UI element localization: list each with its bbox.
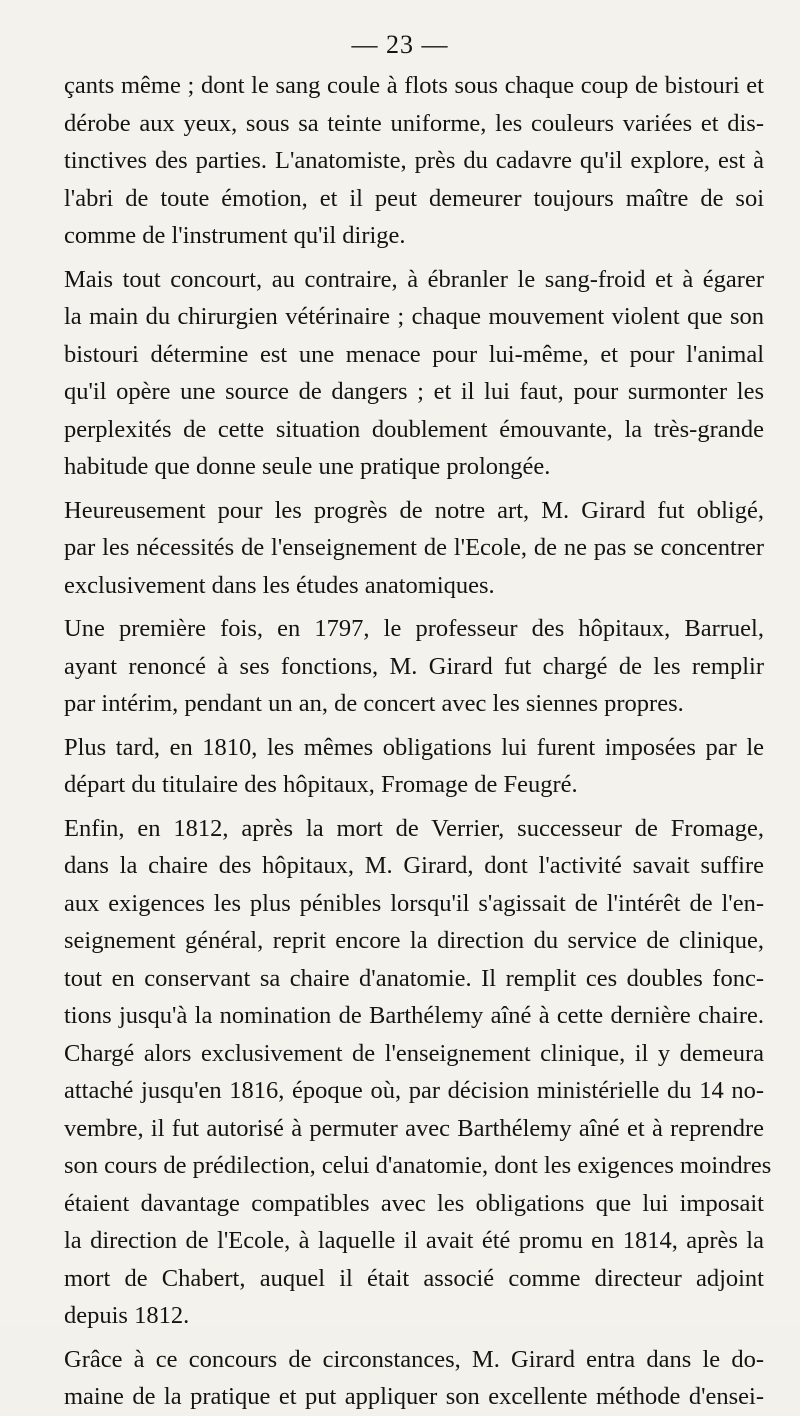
text-line: exclusivement dans les études anatomiques. — [64, 571, 495, 599]
paragraph — [64, 261, 764, 486]
text-line: seignement général, reprit encore la direction du service de clinique, — [64, 927, 764, 954]
paragraph — [64, 729, 764, 804]
text-line: maine de la pratique et put appliquer son excellente méthode d'ensei- — [64, 1383, 764, 1410]
text-line: dérobe aux yeux, sous sa teinte uniforme, les couleurs variées et dis- — [64, 109, 764, 137]
text-line: Mais tout concourt, au contraire, à ébranler le sang-froid et à égarer — [64, 265, 764, 293]
text-line: Grâce à ce concours de circonstances, M. Girard entra dans le do- — [64, 1345, 764, 1373]
paragraph — [64, 810, 772, 1335]
text-line: par intérim, pendant un an, de concert avec les siennes propres. — [64, 690, 684, 717]
text-line: mort de Chabert, auquel il était associé comme directeur adjoint — [64, 1264, 764, 1292]
text-line: étaient davantage compatibles avec les obligations que lui imposait — [64, 1189, 764, 1217]
text-line: par les nécessités de l'enseignement de l'Ecole, de ne pas se concentrer — [64, 534, 764, 561]
text-line: ayant renoncé à ses fonctions, M. Girard fut chargé de les remplir — [64, 652, 764, 680]
text-line: tions jusqu'à la nomination de Barthélemy aîné à cette dernière chaire. — [64, 1002, 764, 1029]
text-line: aux exigences les plus pénibles lorsqu'il s'agissait de l'intérêt de l'en- — [64, 889, 764, 917]
paragraph — [64, 1341, 764, 1416]
text-line: habitude que donne seule une pratique prolongée. — [64, 453, 551, 480]
text-line: comme de l'instrument qu'il dirige. — [64, 222, 406, 249]
text-line: attaché jusqu'en 1816, époque où, par décision ministérielle du 14 no- — [64, 1077, 764, 1104]
text-line: Chargé alors exclusivement de l'enseignement clinique, il y demeura — [64, 1039, 764, 1067]
text-line: Plus tard, en 1810, les mêmes obligations lui furent imposées par le — [64, 733, 764, 761]
text-line: l'abri de toute émotion, et il peut demeurer toujours maître de soi — [64, 184, 764, 212]
paragraph — [64, 610, 764, 723]
text-line: la direction de l'Ecole, à laquelle il avait été promu en 1814, après la — [64, 1227, 764, 1254]
text-line: tinctives des parties. L'anatomiste, près du cadavre qu'il explore, est à — [64, 147, 764, 174]
text-line: dans la chaire des hôpitaux, M. Girard, dont l'activité savait suffire — [64, 852, 764, 879]
body-text — [64, 67, 772, 1416]
text-line: perplexités de cette situation doublement émouvante, la très-grande — [64, 415, 764, 443]
text-line: tout en conservant sa chaire d'anatomie. Il remplit ces doubles fonc- — [64, 964, 764, 992]
text-line: bistouri détermine est une menace pour lui-même, et pour l'animal — [64, 340, 764, 368]
text-line: vembre, il fut autorisé à permuter avec Barthélemy aîné et à reprendre — [64, 1114, 764, 1142]
text-line: départ du titulaire des hôpitaux, Fromage de Feugré. — [64, 771, 578, 798]
text-line: son cours de prédilection, celui d'anatomie, dont les exigences moindres — [64, 1152, 772, 1179]
text-line: Enfin, en 1812, après la mort de Verrier, successeur de Fromage, — [64, 814, 764, 842]
text-line: la main du chirurgien vétérinaire ; chaque mouvement violent que son — [64, 303, 764, 330]
paragraph — [64, 67, 764, 255]
text-line: qu'il opère une source de dangers ; et il lui faut, pour surmonter les — [64, 378, 764, 405]
text-line: Heureusement pour les progrès de notre art, M. Girard fut obligé, — [64, 496, 764, 524]
text-line: çants même ; dont le sang coule à flots sous chaque coup de bistouri et — [64, 72, 764, 99]
text-line: Une première fois, en 1797, le professeur des hôpitaux, Barruel, — [64, 615, 764, 642]
text-line: depuis 1812. — [64, 1302, 190, 1329]
paragraph — [64, 492, 764, 605]
page-number: — 23 — — [351, 30, 449, 59]
